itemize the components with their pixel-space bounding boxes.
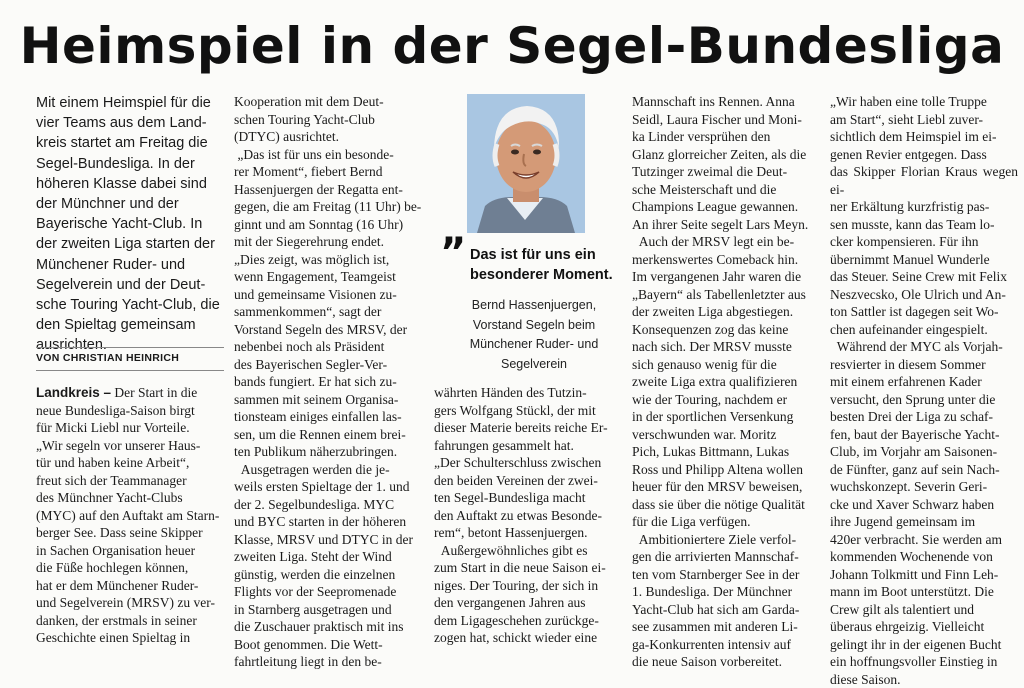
body-line: berger See. Dass seine Skipper bbox=[36, 525, 203, 540]
body-line: gen die arrivierten Mannschaf- bbox=[632, 549, 799, 564]
body-line: Tutzinger zweimal die Deut- bbox=[632, 164, 788, 179]
teaser-line: vier Teams aus dem Land- bbox=[36, 115, 207, 132]
body-line: de Fünfter, ganz auf sein Nach- bbox=[830, 461, 1000, 477]
teaser-line: Segel-Bundesliga. In der bbox=[36, 155, 195, 172]
pull-quote: Das ist für uns ein besonderer Moment. bbox=[470, 247, 613, 283]
body-line: Boot genommen. Die Wett- bbox=[234, 636, 383, 652]
byline-rule-bottom bbox=[36, 370, 224, 371]
body-line: Yacht-Club hat sich am Garda- bbox=[632, 601, 800, 617]
body-line: ten Publikum näherzubringen. bbox=[234, 444, 398, 459]
body-line: wie der Touring, nachdem er bbox=[632, 391, 788, 407]
body-line: den beiden Vereinen der zwei- bbox=[434, 472, 598, 488]
caption-line: Segelverein bbox=[500, 356, 567, 371]
body-line: der zweiten Liga abgestiegen. bbox=[632, 304, 794, 319]
body-line: wuchskonzept. Severin Geri- bbox=[830, 479, 988, 494]
body-line: bands fungiert. Er hat sich zu- bbox=[234, 374, 397, 389]
teaser-line: den Spieltag gemeinsam bbox=[36, 317, 196, 334]
teaser bbox=[36, 93, 224, 356]
body-line: mit einem erfahrenen Kader bbox=[830, 374, 982, 389]
body-line: der 2. Segelbundesliga. MYC bbox=[234, 496, 395, 512]
body-line: Flights vor der Seepromenade bbox=[234, 584, 397, 599]
body-line: niges. Der Touring, der sich in bbox=[434, 577, 599, 593]
body-line: genen Revier entgegen. Dass bbox=[830, 146, 987, 162]
body-line: kommenden Wochenende von bbox=[830, 549, 993, 564]
body-line: tür und haben keine Arbeit“, bbox=[36, 455, 190, 470]
portrait-photo bbox=[467, 94, 585, 233]
byline-rule-top bbox=[36, 347, 224, 348]
column-1 bbox=[36, 93, 224, 356]
teaser-line: der zweiten Liga starten der bbox=[36, 236, 215, 253]
body-line: heuer für den MRSV beweisen, bbox=[632, 479, 803, 494]
body-line: zweite Liga extra qualifizieren bbox=[632, 374, 798, 389]
body-line: „Wir segeln vor unserer Haus- bbox=[36, 437, 201, 453]
body-line: Der Start in die bbox=[114, 385, 198, 400]
teaser-line: höheren Klasse dabei sind bbox=[36, 175, 207, 192]
body-line: versucht, den Sprung unter die bbox=[830, 391, 996, 407]
body-line: 1. Bundesliga. Der Münchner bbox=[632, 584, 793, 599]
headline: Heimspiel in der Segel-Bundesliga bbox=[19, 17, 1005, 75]
body-line: dem Ligageschehen zurückge- bbox=[434, 612, 599, 628]
body-line: resvierter in diesem Sommer bbox=[830, 356, 986, 372]
body-line: Konsequenzen zog das keine bbox=[632, 321, 789, 337]
body-line: fahrtleitung liegt in den be- bbox=[234, 654, 382, 669]
body-line: für die Liga verfügen. bbox=[632, 514, 751, 529]
column-4-text bbox=[632, 93, 820, 671]
body-line: ten Segel-Bundesliga macht bbox=[434, 490, 586, 505]
body-line: ten vom Starnberger See in der bbox=[632, 566, 800, 582]
teaser-line: Mit einem Heimspiel für die bbox=[36, 95, 211, 111]
body-line: Während der MYC als Vorjah- bbox=[836, 339, 1003, 354]
body-line: den vergangenen Jahren aus bbox=[434, 595, 586, 610]
body-line: mann im Boot unterstützt. Die bbox=[830, 584, 994, 599]
column-5-text bbox=[830, 93, 1018, 688]
body-line: rer Moment“, fiebert Bernd bbox=[234, 164, 383, 179]
body-line: zweiten Liga. Steht der Wind bbox=[234, 549, 392, 564]
lead-paragraph bbox=[36, 384, 224, 647]
body-line: in Sachen Organisation heuer bbox=[36, 542, 196, 558]
body-line: neue Bundesliga-Saison birgt bbox=[36, 402, 195, 418]
body-line: und Segelverein (MRSV) zu ver- bbox=[36, 595, 215, 610]
body-line: Ross und Philipp Altena wollen bbox=[632, 461, 804, 477]
body-line: günstig, werden die einzelnen bbox=[234, 566, 396, 582]
body-line: sen musste, kann das Team lo- bbox=[830, 216, 995, 232]
body-line: cker kompensieren. Für ihn bbox=[830, 234, 979, 249]
quote-mark-icon: ” bbox=[440, 230, 467, 276]
teaser-line: Münchener Ruder- und bbox=[36, 256, 186, 273]
body-line: Mannschaft ins Rennen. Anna bbox=[632, 94, 795, 109]
body-line: Champions League gewannen. bbox=[632, 199, 799, 214]
body-line: den Auftakt zu etwas Besonde- bbox=[434, 507, 602, 523]
body-line: zum Start in die neue Saison ei- bbox=[434, 560, 606, 575]
body-line: danken, der erstmals in seiner bbox=[36, 612, 197, 628]
body-line: „Wir haben eine tolle Truppe bbox=[830, 94, 987, 109]
body-line: freut sich der Teammanager bbox=[36, 472, 187, 488]
body-line: sche Meisterschaft und die bbox=[632, 181, 777, 197]
body-line: „Der Schulterschluss zwischen bbox=[434, 455, 602, 470]
portrait-illustration bbox=[467, 94, 585, 233]
body-line: „Bayern“ als Tabellenletzter aus bbox=[632, 286, 806, 302]
body-line: „Das ist für uns ein besonde- bbox=[237, 146, 394, 162]
body-line: rem“, betont Hassenjuergen. bbox=[434, 525, 588, 540]
body-line: das Steuer. Seine Crew mit Felix bbox=[830, 269, 1007, 284]
body-line: Hassenjuergen der Regatta ent- bbox=[234, 181, 403, 197]
body-line: Außergewöhnliches gibt es bbox=[440, 542, 588, 558]
body-line: An ihrer Seite segelt Lars Meyn. bbox=[632, 216, 809, 232]
column-1-body bbox=[36, 384, 224, 647]
column-4 bbox=[632, 93, 820, 671]
body-line: Auch der MRSV legt ein be- bbox=[638, 234, 795, 249]
body-line: Glanz glorreicher Zeiten, als die bbox=[632, 146, 807, 162]
body-line: das Skipper Florian Kraus wegen ei- bbox=[830, 164, 1018, 197]
body-line: Ausgetragen werden die je- bbox=[240, 461, 390, 477]
body-line: in der sportlichen Versenkung bbox=[632, 409, 794, 424]
body-line: tionsteam einiges einfallen las- bbox=[234, 409, 402, 424]
body-line: ihre Jugend gemeinsam im bbox=[830, 514, 976, 529]
caption-line: Bernd Hassenjuergen, bbox=[471, 298, 597, 312]
column-5 bbox=[830, 93, 1018, 688]
body-line: sich genauso wenig für die bbox=[632, 356, 777, 372]
body-line: währten Händen des Tutzin- bbox=[434, 385, 587, 400]
column-3 bbox=[434, 384, 624, 647]
body-line: „Dies zeigt, was möglich ist, bbox=[234, 251, 390, 267]
body-line: nach sich. Der MRSV musste bbox=[632, 339, 792, 354]
body-line: Seidl, Laura Fischer und Moni- bbox=[632, 111, 802, 127]
body-line: ner Erkältung kurzfristig pas- bbox=[830, 199, 990, 214]
body-line: dieser Materie bereits reiche Er- bbox=[434, 420, 608, 435]
photo-caption bbox=[440, 296, 628, 374]
body-line: weils ersten Spieltage der 1. und bbox=[234, 479, 410, 494]
body-line: dass sie über die nötige Qualität bbox=[632, 496, 805, 512]
body-line: Klasse, MRSV und DTYC in der bbox=[234, 531, 414, 547]
body-line: gegen, die am Freitag (11 Uhr) be- bbox=[234, 199, 422, 214]
body-line: die Füße hochlegen können, bbox=[36, 560, 189, 575]
body-line: mit der Siegerehrung endet. bbox=[234, 234, 384, 249]
body-line: die Zuschauer praktisch mit ins bbox=[234, 619, 404, 634]
body-line: und gemeinsame Visionen zu- bbox=[234, 286, 397, 302]
body-line: Crew gilt als talentiert und bbox=[830, 601, 974, 617]
body-line: hat er dem Münchener Ruder- bbox=[36, 577, 199, 593]
body-line: ga-Konkurrenten intensiv auf bbox=[632, 636, 791, 652]
body-line: schen Touring Yacht-Club bbox=[234, 111, 375, 127]
caption-line: Vorstand Segeln beim bbox=[472, 317, 596, 332]
column-2-text bbox=[234, 93, 428, 671]
body-line: Im vergangenen Jahr waren die bbox=[632, 269, 802, 284]
caption-line: Münchener Ruder- und bbox=[469, 337, 599, 351]
body-line: für Micki Liebl nur Vorteile. bbox=[36, 420, 190, 435]
body-line: zogen hat, schickt wieder eine bbox=[434, 630, 598, 645]
teaser-line: sche Touring Yacht-Club, die bbox=[36, 297, 220, 314]
body-line: ton Sattler ist dagegen seit Wo- bbox=[830, 304, 999, 319]
body-line: sammenkommen“, sagt der bbox=[234, 304, 382, 319]
body-line: Kooperation mit dem Deut- bbox=[234, 94, 384, 109]
body-line: Vorstand Segeln des MRSV, der bbox=[234, 321, 408, 337]
body-line: die neue Saison vorbereitet. bbox=[632, 654, 782, 669]
body-line: fen, baut der Bayerische Yacht- bbox=[830, 426, 1000, 442]
body-line: Johann Tolkmitt und Finn Leh- bbox=[830, 566, 999, 582]
body-line: ginnt und am Sonntag (16 Uhr) bbox=[234, 216, 404, 232]
body-line: verschwunden war. Moritz bbox=[632, 426, 777, 442]
teaser-line: Segelverein und der Deut- bbox=[36, 276, 206, 293]
body-line: nebenbei noch als Präsident bbox=[234, 339, 385, 354]
lead-label: Landkreis – bbox=[36, 385, 112, 400]
body-line: Club, im Vorjahr am Saisonen- bbox=[830, 444, 998, 459]
body-line: Pich, Lukas Bittmann, Lukas bbox=[632, 444, 790, 459]
body-line: sammen mit seinem Organisa- bbox=[234, 391, 399, 407]
body-line: sichtlich dem Heimspiel im ei- bbox=[830, 129, 997, 144]
body-line: Neszvecsko, Ole Ulrich und An- bbox=[830, 286, 1006, 302]
body-line: des Bayerischen Segler-Ver- bbox=[234, 356, 388, 372]
teaser-line: Bayerische Yacht-Club. In bbox=[36, 216, 203, 233]
body-line: gers Wolfgang Stückl, der mit bbox=[434, 402, 596, 418]
body-line: chen aufeinander eingespielt. bbox=[830, 321, 988, 337]
byline: VON CHRISTIAN HEINRICH bbox=[36, 352, 180, 364]
column-2 bbox=[234, 93, 428, 671]
body-line: Ambitioniertere Ziele verfol- bbox=[638, 531, 797, 547]
body-line: cke und Xaver Schwarz haben bbox=[830, 496, 995, 512]
teaser-line: ausrichten. bbox=[36, 337, 107, 354]
body-line: Geschichte einen Spieltag in bbox=[36, 630, 191, 645]
body-line: in Starnberg ausgetragen und bbox=[234, 601, 392, 617]
body-line: (MYC) auf den Auftakt am Starn- bbox=[36, 507, 220, 523]
body-line: überaus ehrgeizig. Vielleicht bbox=[830, 619, 985, 634]
body-line: fahrungen gesammelt hat. bbox=[434, 437, 574, 453]
body-line: ka Linder versprühen den bbox=[632, 129, 771, 144]
teaser-line: der Münchner und der bbox=[36, 196, 179, 213]
body-line: wenn Engagement, Teamgeist bbox=[234, 269, 396, 284]
body-line: besten Drei der Liga zu schaf- bbox=[830, 409, 994, 424]
teaser-line: kreis startet am Freitag die bbox=[36, 135, 208, 152]
body-line: 420er verbracht. Sie werden am bbox=[830, 531, 1003, 547]
body-line: und BYC starten in der höheren bbox=[234, 514, 407, 529]
body-line: merkenswertes Comeback hin. bbox=[632, 251, 799, 267]
body-line: diese Saison. bbox=[830, 671, 901, 687]
body-line: (DTYC) ausrichtet. bbox=[234, 129, 339, 144]
body-line: gelingt ihr in der eigenen Bucht bbox=[830, 636, 1002, 652]
body-line: sen, um die Rennen einem brei- bbox=[234, 426, 406, 442]
column-3-text bbox=[434, 384, 624, 647]
body-line: des Münchner Yacht-Clubs bbox=[36, 490, 183, 505]
body-line: ein hoffnungsvoller Einstieg in bbox=[830, 654, 998, 669]
body-line: am Start“, sieht Liebl zuver- bbox=[830, 111, 984, 127]
body-line: übernimmt Manuel Wunderle bbox=[830, 251, 990, 267]
body-line: see zusammen mit anderen Li- bbox=[632, 619, 798, 634]
